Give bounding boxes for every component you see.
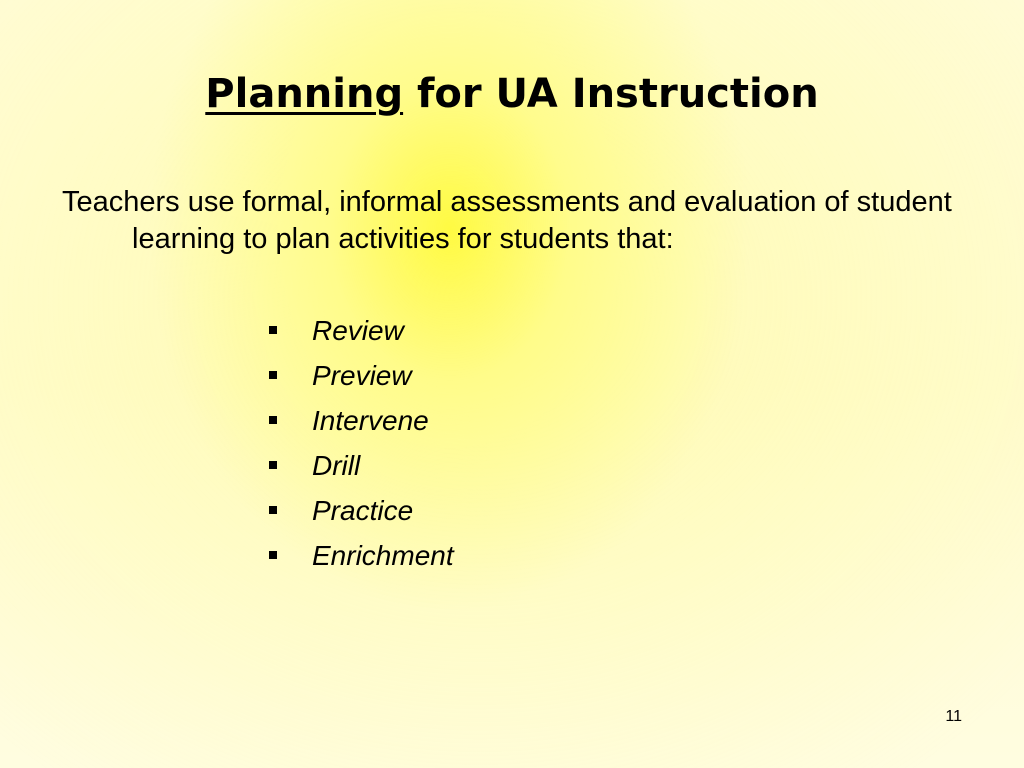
square-bullet-icon: [269, 326, 277, 334]
square-bullet-icon: [269, 551, 277, 559]
bullet-item-label: Practice: [312, 495, 414, 526]
square-bullet-icon: [269, 506, 277, 514]
bullet-item-label: Drill: [312, 450, 361, 481]
body-paragraph: Teachers use formal, informal assessments and evaluation of student learning to plan activities for students that:: [62, 186, 952, 255]
bullet-item-label: Enrichment: [312, 540, 454, 571]
slide-title-rest: for UA Instruction: [403, 71, 819, 117]
square-bullet-icon: [269, 416, 277, 424]
square-bullet-icon: [269, 461, 277, 469]
page-number: 11: [945, 708, 962, 725]
slide-title-underlined: Planning: [205, 71, 404, 117]
slide-title: [0, 66, 1024, 122]
square-bullet-icon: [269, 371, 277, 379]
bullet-item-label: Intervene: [312, 405, 429, 436]
bullet-item-label: Review: [312, 315, 404, 346]
bullet-item-label: Preview: [312, 360, 412, 391]
